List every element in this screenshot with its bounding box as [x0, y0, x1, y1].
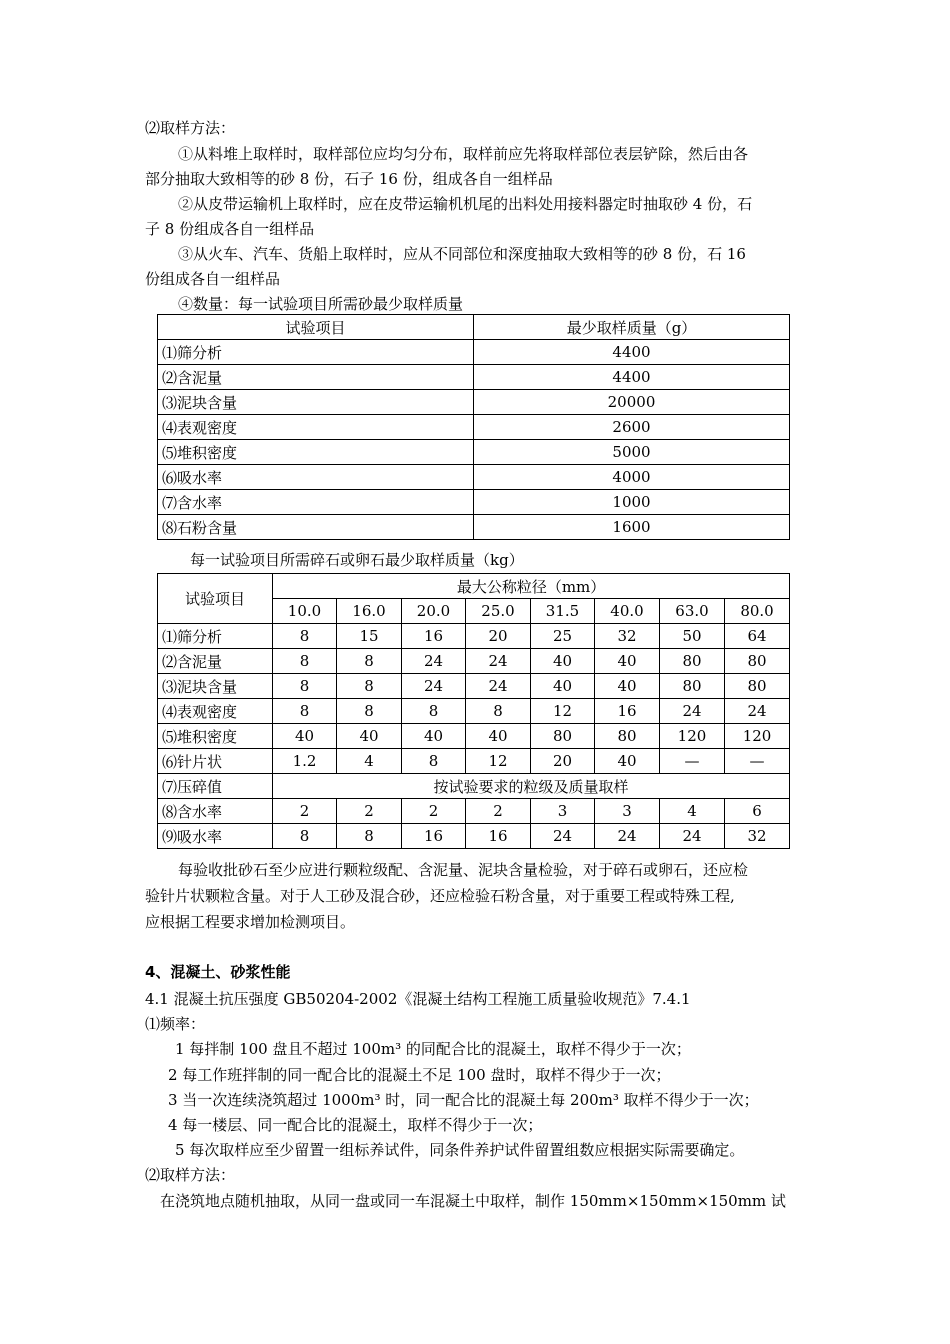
row-value: 120 [725, 724, 790, 749]
sampling-method-title: ⑵取样方法： [145, 119, 236, 137]
inspection-note-line-3: 应根据工程要求增加检测项目。 [145, 913, 356, 931]
row-value: 3 [531, 799, 595, 824]
row-item: ⑸堆积密度 [158, 724, 273, 749]
table-row [158, 824, 790, 849]
row-value: 8 [337, 674, 402, 699]
row-value: 4 [337, 749, 402, 774]
size-cell: 16.0 [337, 599, 402, 624]
method-title: ⑵取样方法： [145, 1166, 236, 1184]
row-value: 24 [466, 674, 531, 699]
table-row [158, 799, 790, 824]
row-value: 40 [595, 749, 660, 774]
row-value: 32 [595, 624, 660, 649]
row-item: ⑷表观密度 [158, 699, 273, 724]
row-value: 2 [273, 799, 337, 824]
row-value: 6 [725, 799, 790, 824]
size-cell: 31.5 [531, 599, 595, 624]
row-value: 16 [402, 824, 466, 849]
row-value: 8 [273, 674, 337, 699]
sand-sampling-table [157, 314, 790, 540]
row-value: 8 [466, 699, 531, 724]
frequency-title: ⑴频率： [145, 1015, 206, 1033]
row-item: ⑸堆积密度 [158, 440, 474, 465]
table-row [158, 340, 790, 365]
row-mass: 4400 [474, 365, 790, 390]
row-value: 80 [725, 649, 790, 674]
row-value: 8 [273, 699, 337, 724]
sampling-para-1-line-2: 部分抽取大致相等的砂 8 份，石子 16 份，组成各自一组样品 [145, 170, 553, 188]
row-item: ⑻含水率 [158, 799, 273, 824]
row-value: 40 [337, 724, 402, 749]
row-item: ⑻石粉含量 [158, 515, 474, 540]
row-value: 80 [725, 674, 790, 699]
frequency-item: 3 当一次连续浇筑超过 1000m³ 时，同一配合比的混凝土每 200m³ 取样不得少于一次； [168, 1091, 759, 1109]
row-mass: 2600 [474, 415, 790, 440]
row-value: 2 [337, 799, 402, 824]
row-value: 1.2 [273, 749, 337, 774]
row-value: 20 [466, 624, 531, 649]
table-row [158, 699, 790, 724]
row-item: ⑶泥块含量 [158, 390, 474, 415]
sampling-para-4: ④数量：每一试验项目所需砂最少取样质量 [178, 295, 464, 313]
row-value: 8 [402, 749, 466, 774]
sampling-para-2-line-1: ②从皮带运输机上取样时，应在皮带运输机机尾的出料处用接料器定时抽取砂 4 份，石 [178, 195, 753, 213]
row-item: ⑶泥块含量 [158, 674, 273, 699]
frequency-item: 1 每拌制 100 盘且不超过 100m³ 的同配合比的混凝土，取样不得少于一次； [175, 1040, 691, 1058]
row-value: 40 [595, 649, 660, 674]
table-header-row [158, 315, 790, 340]
row-value: 24 [466, 649, 531, 674]
table-row [158, 724, 790, 749]
sampling-para-3-line-1: ③从火车、汽车、货船上取样时，应从不同部位和深度抽取大致相等的砂 8 份，石 16 [178, 245, 746, 263]
header-item: 试验项目 [158, 574, 273, 624]
table-row [158, 515, 790, 540]
header-item: 试验项目 [158, 315, 474, 340]
row-value: 3 [595, 799, 660, 824]
method-text: 在浇筑地点随机抽取，从同一盘或同一车混凝土中取样，制作 150mm×150mm×150mm 试 [160, 1192, 786, 1210]
table-row [158, 365, 790, 390]
size-cell: 40.0 [595, 599, 660, 624]
row-merged-value: 按试验要求的粒级及质量取样 [273, 774, 790, 799]
row-mass: 20000 [474, 390, 790, 415]
row-item: ⑺压碎值 [158, 774, 273, 799]
size-cell: 63.0 [660, 599, 725, 624]
row-value: 40 [595, 674, 660, 699]
row-mass: 1000 [474, 490, 790, 515]
sampling-para-1-line-1: ①从料堆上取样时，取样部位应均匀分布，取样前应先将取样部位表层铲除，然后由各 [178, 145, 749, 163]
row-mass: 5000 [474, 440, 790, 465]
row-value: 24 [660, 699, 725, 724]
row-value: 24 [725, 699, 790, 724]
row-value: 80 [660, 649, 725, 674]
row-value: 25 [531, 624, 595, 649]
size-cell: 20.0 [402, 599, 466, 624]
row-value: 12 [531, 699, 595, 724]
row-value: 40 [531, 674, 595, 699]
row-value: 24 [595, 824, 660, 849]
row-value: 8 [402, 699, 466, 724]
row-value: 40 [402, 724, 466, 749]
row-value: 40 [466, 724, 531, 749]
row-item: ⑹吸水率 [158, 465, 474, 490]
frequency-item: 5 每次取样应至少留置一组标养试件，同条件养护试件留置组数应根据实际需要确定。 [175, 1141, 745, 1159]
row-value: 16 [402, 624, 466, 649]
frequency-item: 4 每一楼层、同一配合比的混凝土，取样不得少于一次； [168, 1116, 543, 1134]
row-item: ⑷表观密度 [158, 415, 474, 440]
size-cell: 25.0 [466, 599, 531, 624]
stone-table-caption: 每一试验项目所需碎石或卵石最少取样质量（kg） [190, 551, 524, 569]
table-row [158, 415, 790, 440]
table-row [158, 749, 790, 774]
row-value: 8 [337, 699, 402, 724]
row-value: 24 [402, 649, 466, 674]
frequency-item: 2 每工作班拌制的同一配合比的混凝土不足 100 盘时，取样不得少于一次； [168, 1066, 671, 1084]
inspection-note-line-2: 验针片状颗粒含量。对于人工砂及混合砂，还应检验石粉含量，对于重要工程或特殊工程, [145, 887, 735, 905]
size-cell: 10.0 [273, 599, 337, 624]
row-mass: 1600 [474, 515, 790, 540]
row-value: 4 [660, 799, 725, 824]
table-row [158, 774, 790, 799]
row-item: ⑵含泥量 [158, 365, 474, 390]
row-value: 15 [337, 624, 402, 649]
table-row [158, 440, 790, 465]
subsection-title: 4.1 混凝土抗压强度 GB50204-2002《混凝土结构工程施工质量验收规范》7.4.1 [145, 990, 691, 1008]
header-size: 最大公称粒径（mm） [273, 574, 790, 599]
table-row [158, 490, 790, 515]
row-value: 64 [725, 624, 790, 649]
row-value: 8 [337, 649, 402, 674]
size-cell: 80.0 [725, 599, 790, 624]
row-item: ⑴筛分析 [158, 340, 474, 365]
inspection-note-line-1: 每验收批砂石至少应进行颗粒级配、含泥量、泥块含量检验，对于碎石或卵石，还应检 [178, 861, 749, 879]
stone-sampling-table [157, 573, 790, 849]
row-value: 120 [660, 724, 725, 749]
row-value: 24 [402, 674, 466, 699]
row-item: ⑺含水率 [158, 490, 474, 515]
row-value: 24 [660, 824, 725, 849]
table-header-row [158, 574, 790, 599]
sampling-para-2-line-2: 子 8 份组成各自一组样品 [145, 220, 315, 238]
row-value: 2 [402, 799, 466, 824]
row-value: 20 [531, 749, 595, 774]
row-value: 8 [337, 824, 402, 849]
row-value: 80 [595, 724, 660, 749]
row-value: 80 [660, 674, 725, 699]
row-mass: 4000 [474, 465, 790, 490]
row-value: 8 [273, 649, 337, 674]
row-mass: 4400 [474, 340, 790, 365]
table-row [158, 390, 790, 415]
row-value: 8 [273, 624, 337, 649]
table-row [158, 674, 790, 699]
row-value: 50 [660, 624, 725, 649]
table-row [158, 649, 790, 674]
row-value: 16 [595, 699, 660, 724]
row-item: ⑵含泥量 [158, 649, 273, 674]
row-item: ⑼吸水率 [158, 824, 273, 849]
section-heading: 4、混凝土、砂浆性能 [145, 963, 291, 981]
row-value: — [725, 749, 790, 774]
table-row [158, 624, 790, 649]
row-value: 16 [466, 824, 531, 849]
row-item: ⑴筛分析 [158, 624, 273, 649]
row-value: 2 [466, 799, 531, 824]
table-row [158, 465, 790, 490]
row-value: 40 [531, 649, 595, 674]
row-item: ⑹针片状 [158, 749, 273, 774]
row-value: 12 [466, 749, 531, 774]
header-mass: 最少取样质量（g） [474, 315, 790, 340]
row-value: — [660, 749, 725, 774]
row-value: 80 [531, 724, 595, 749]
row-value: 8 [273, 824, 337, 849]
sampling-para-3-line-2: 份组成各自一组样品 [145, 270, 281, 288]
row-value: 24 [531, 824, 595, 849]
row-value: 32 [725, 824, 790, 849]
row-value: 40 [273, 724, 337, 749]
